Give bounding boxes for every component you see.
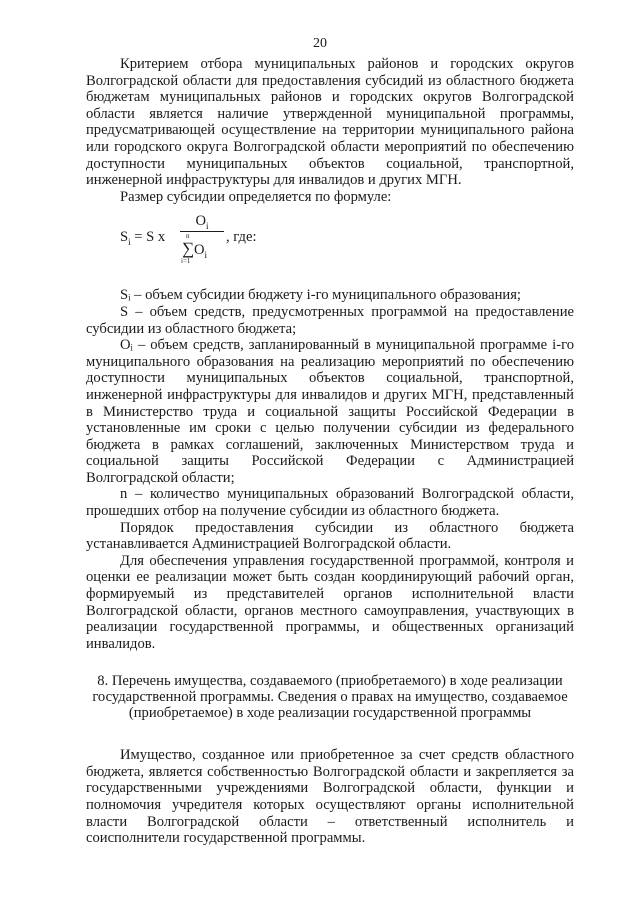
section-8-heading-line-1: 8. Перечень имущества, создаваемого (приобретаемого) в ходе реализации: [97, 673, 563, 690]
management-paragraph: Для обеспечения управления государственной программой, контроля и оценки ее реализации может быть создан координирующий рабочий орган, формируемый из представителей органов исполнительной власти Волгоградской области, органов местного самоуправления, участвующих в реализации государственной программы, и общественных организаций инвалидов.: [86, 552, 574, 652]
formula-intro: Размер субсидии определяется по формуле:: [120, 188, 392, 205]
formula-numerator: [180, 213, 224, 230]
numerator-symbol: O: [195, 213, 207, 230]
page-content: [86, 56, 574, 847]
definition-s: S – объем средств, предусмотренных программой на предоставление субсидии из областного бюджета;: [86, 303, 574, 337]
procedure-paragraph: Порядок предоставления субсидии из областного бюджета устанавливается Администрацией Волгоградской области.: [86, 519, 574, 553]
sum-lower-limit: i=1: [181, 257, 191, 266]
criterion-paragraph: Критерием отбора муниципальных районов и городских округов Волгоградской области для предоставления субсидий из областного бюджета бюджетам муниципальных районов и городских округов Волгоградской области является наличие утвержденной муниципальной программы, предусматривающей осуществление на территории муниципального района или городского округа Волгоградской области мероприятий по обеспечению доступности муниципальных объектов социальной, транспортной, инженерной инфраструктуры для инвалидов и других МГН.: [86, 56, 574, 189]
formula-lhs-symbol: S: [120, 229, 129, 246]
formula-lhs-subscript: i: [128, 237, 131, 248]
formula-lhs: [120, 229, 165, 251]
section-8-heading: [86, 674, 574, 721]
formula-lhs-rest: = S x: [130, 229, 166, 246]
numerator-subscript: i: [206, 221, 209, 232]
denominator-symbol: O: [194, 242, 205, 259]
sum-sign: ∑: [182, 239, 195, 259]
page-number: 20: [313, 36, 327, 51]
section-8-body: Имущество, созданное или приобретенное за счет средств областного бюджета, является собственностью Волгоградской области и закрепляется за государственными учреждениями Волгоградской области, функции и полномочия учредителя которых осуществляют органы исполнительной власти Волгоградской области – ответственный исполнитель и соисполнители государственной программы.: [86, 747, 574, 847]
sum-upper-limit: n: [186, 232, 190, 241]
definition-n: n – количество муниципальных образований Волгоградской области, прошедших отбор на получение субсидии из областного бюджета.: [86, 486, 574, 520]
definition-si: Sᵢ – объем субсидии бюджету i-го муниципального образования;: [120, 287, 521, 304]
formula-tail: , где:: [226, 229, 257, 246]
section-8-heading-line-2: государственной программы. Сведения о правах на имущество, создаваемое: [92, 689, 568, 705]
denominator-subscript: i: [204, 250, 208, 261]
definitions-list: [86, 287, 574, 519]
section-8-heading-line-3: (приобретаемое) в ходе реализации государственной программы: [128, 704, 532, 721]
denominator-term: [194, 242, 207, 264]
formula-denominator: [180, 232, 224, 268]
subsidy-formula: [86, 213, 574, 275]
definition-oi: Oᵢ – объем средств, запланированный в муниципальной программе i-го муниципального образования на реализацию мероприятий по обеспечению доступности муниципальных объектов социальной, транспортной, инженерной инфраструктуры для инвалидов и других МГН, представленный в Министерство труда и социальной защиты Российской Федерации в установленные им сроки с целью получении субсидии из федерального бюджета в рамках соглашений, заключенных Министерством труда и социальной защиты Российской Федерации с Администрацией Волгоградской области;: [86, 337, 574, 486]
formula-fraction: [180, 213, 224, 268]
